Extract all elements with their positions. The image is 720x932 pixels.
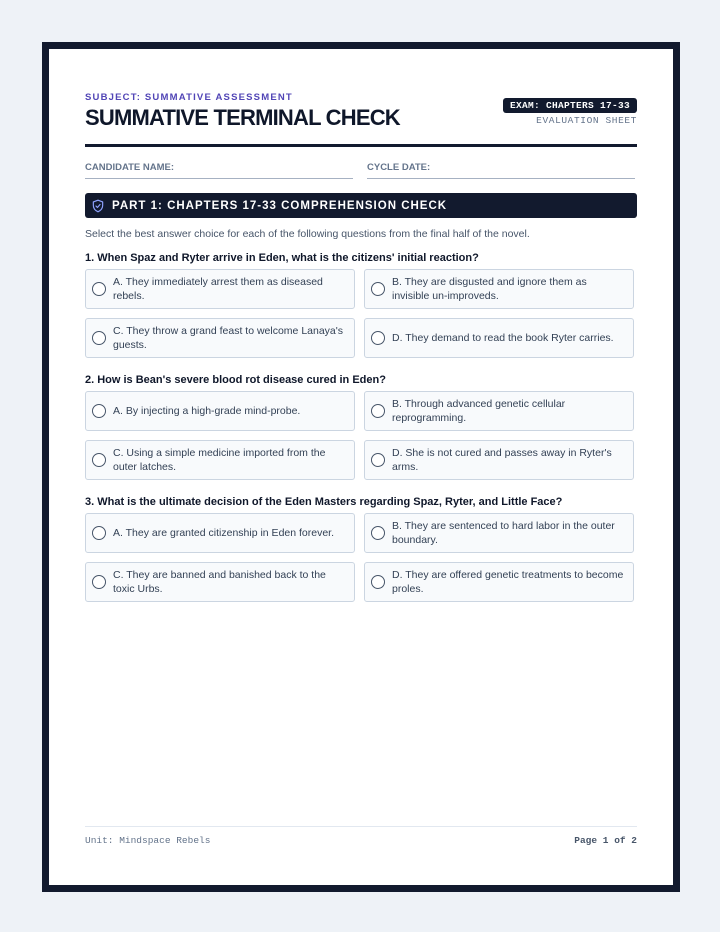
question-3-option-a[interactable] — [85, 513, 355, 553]
candidate-name-field[interactable] — [85, 162, 353, 179]
option-text: C. They throw a grand feast to welcome Lanaya's guests. — [113, 325, 344, 351]
radio-circle-icon[interactable] — [92, 404, 106, 418]
option-text: D. They are offered genetic treatments to become proles. — [392, 569, 624, 595]
question-1-option-c[interactable] — [85, 318, 355, 358]
option-text: A. They immediately arrest them as diseased rebels. — [113, 276, 323, 302]
radio-circle-icon[interactable] — [92, 453, 106, 467]
exam-badge: EXAM: CHAPTERS 17-33 — [503, 98, 637, 113]
radio-circle-icon[interactable] — [371, 526, 385, 540]
question-1-option-a[interactable] — [85, 269, 355, 309]
exam-sheet — [42, 42, 680, 892]
sheet-content — [85, 49, 637, 885]
question-1: 1. When Spaz and Ryter arrive in Eden, what is the citizens' initial reaction? — [85, 252, 479, 264]
question-3-option-b[interactable] — [364, 513, 634, 553]
question-1-option-b[interactable] — [364, 269, 634, 309]
unit-label: Unit: Mindspace Rebels — [85, 835, 211, 846]
radio-circle-icon[interactable] — [371, 453, 385, 467]
radio-circle-icon[interactable] — [371, 404, 385, 418]
header-divider — [85, 144, 637, 147]
option-text: D. She is not cured and passes away in Ryter's arms. — [392, 447, 612, 473]
radio-circle-icon[interactable] — [371, 282, 385, 296]
radio-circle-icon[interactable] — [92, 575, 106, 589]
option-text: C. Using a simple medicine imported from the outer latches. — [113, 447, 326, 473]
part-title: PART 1: CHAPTERS 17-33 COMPREHENSION CHECK — [112, 199, 448, 212]
evaluation-sheet-label: EVALUATION SHEET — [536, 115, 637, 126]
option-text: B. Through advanced genetic cellular reprogramming. — [392, 398, 566, 424]
option-text: D. They demand to read the book Ryter carries. — [392, 332, 614, 344]
question-2-option-b[interactable] — [364, 391, 634, 431]
candidate-name-label: CANDIDATE NAME: — [85, 162, 175, 173]
page-title: SUMMATIVE TERMINAL CHECK — [85, 105, 400, 130]
option-text: A. By injecting a high-grade mind-probe. — [113, 405, 301, 417]
option-text: C. They are banned and banished back to the toxic Urbs. — [113, 569, 326, 595]
question-2-option-a[interactable] — [85, 391, 355, 431]
subject-label: SUBJECT: SUMMATIVE ASSESSMENT — [85, 92, 293, 103]
option-text: B. They are sentenced to hard labor in the outer boundary. — [392, 520, 615, 546]
option-text: A. They are granted citizenship in Eden forever. — [113, 527, 335, 539]
question-3: 3. What is the ultimate decision of the Eden Masters regarding Spaz, Ryter, and Little Face? — [85, 496, 563, 508]
question-1-option-d[interactable] — [364, 318, 634, 358]
part-header — [85, 193, 637, 218]
question-3-option-c[interactable] — [85, 562, 355, 602]
page-number: Page 1 of 2 — [574, 835, 637, 846]
radio-circle-icon[interactable] — [92, 526, 106, 540]
question-2-option-c[interactable] — [85, 440, 355, 480]
question-2: 2. How is Bean's severe blood rot disease cured in Eden? — [85, 374, 386, 386]
question-3-option-d[interactable] — [364, 562, 634, 602]
cycle-date-field[interactable] — [367, 162, 635, 179]
option-text: B. They are disgusted and ignore them as invisible un-improveds. — [392, 276, 587, 302]
radio-circle-icon[interactable] — [371, 331, 385, 345]
radio-circle-icon[interactable] — [371, 575, 385, 589]
footer-divider — [85, 826, 637, 827]
radio-circle-icon[interactable] — [92, 282, 106, 296]
instructions: Select the best answer choice for each of the following questions from the final half of the novel. — [85, 228, 530, 240]
question-2-option-d[interactable] — [364, 440, 634, 480]
shield-check-icon — [91, 199, 105, 213]
cycle-date-label: CYCLE DATE: — [367, 162, 431, 173]
radio-circle-icon[interactable] — [92, 331, 106, 345]
